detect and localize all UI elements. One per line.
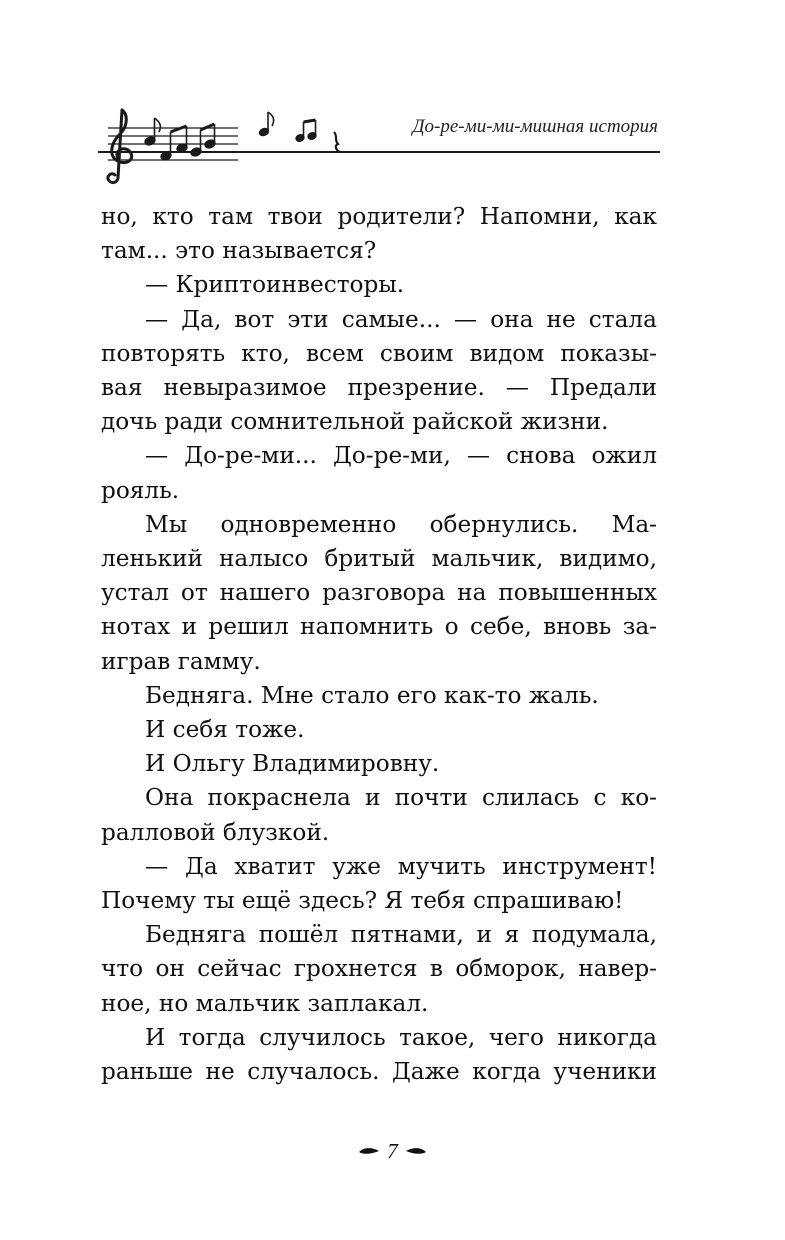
text-line: — До-ре-ми... До-ре-ми, — снова ожил (145, 442, 657, 470)
text-line: раньше не случалось. Даже когда ученики (101, 1058, 657, 1086)
text-line: Она покраснела и почти слилась с ко- (145, 784, 657, 812)
text-line: рояль. (101, 476, 180, 504)
text-line: — Криптоинвесторы. (145, 271, 405, 299)
text-line: что он сейчас грохнется в обморок, навер- (101, 955, 657, 983)
text-line: ное, но мальчик заплакал. (101, 989, 429, 1017)
text-line: ралловой блузкой. (101, 818, 330, 846)
text-line: — Да, вот эти самые... — она не стала (145, 305, 657, 333)
text-line: дочь ради сомнительной райской жизни. (101, 408, 609, 436)
leaf-ornament-icon (358, 1146, 380, 1156)
text-line: но, кто там твои родители? Напомни, как (101, 203, 657, 230)
text-line: — Да хватит уже мучить инструмент! (145, 852, 657, 880)
header-rule (98, 151, 660, 153)
text-line: ленький налысо бритый мальчик, видимо, (101, 545, 657, 573)
text-line: нотах и решил напомнить о себе, вновь за- (101, 613, 657, 641)
text-line: вая невыразимое презрение. — Предали (101, 374, 657, 402)
text-line: И Ольгу Владимировну. (145, 750, 440, 778)
page-number: 7 (387, 1138, 398, 1163)
body-text (101, 200, 657, 1089)
running-header (98, 100, 660, 190)
text-line: Бедняга пошёл пятнами, и я подумала, (145, 921, 657, 949)
page-folio (0, 1137, 785, 1164)
text-line: повторять кто, всем своим видом показы- (101, 339, 657, 367)
music-staff-icon (98, 100, 358, 190)
running-title: До-ре-ми-ми-мишная история (412, 116, 658, 137)
text-line: И себя тоже. (145, 716, 305, 744)
text-line: И тогда случилось такое, чего никогда (145, 1023, 657, 1051)
leaf-ornament-icon (405, 1146, 427, 1156)
text-line: Мы одновременно обернулись. Ма- (145, 510, 657, 538)
text-line: Бедняга. Мне стало его как-то жаль. (145, 681, 599, 709)
text-line: играв гамму. (101, 647, 261, 675)
text-line: Почему ты ещё здесь? Я тебя спрашиваю! (101, 887, 624, 915)
text-line: устал от нашего разговора на повышенных (101, 579, 657, 607)
text-line: там... это называется? (101, 237, 377, 265)
